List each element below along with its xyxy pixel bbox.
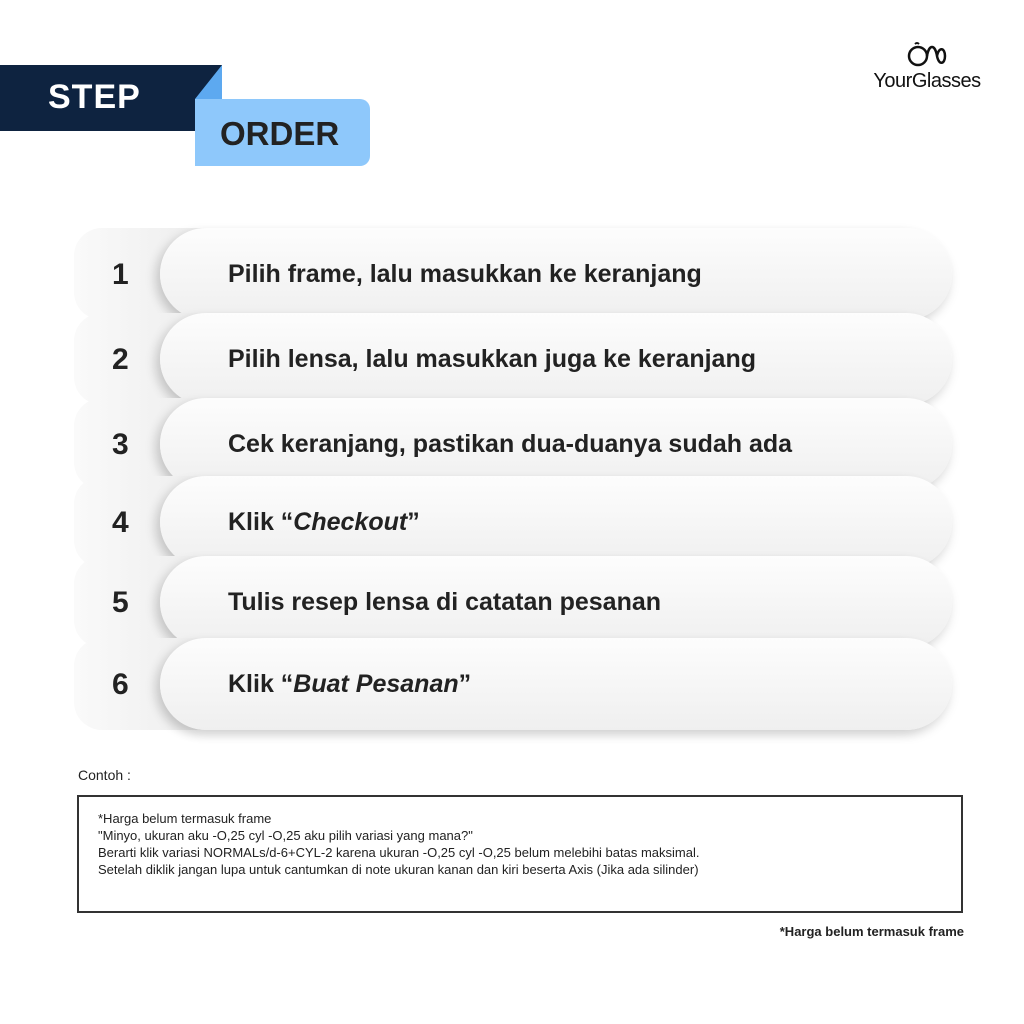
- step-row: [74, 228, 952, 320]
- step-label: [228, 588, 661, 617]
- step-row: [74, 476, 952, 568]
- step-label: [228, 260, 702, 289]
- step-text-end: ”: [407, 508, 420, 536]
- brand-name: YourGlasses: [873, 70, 981, 92]
- step-text: Cek keranjang, pastikan dua-duanya sudah ada: [228, 430, 793, 458]
- step-number: 4: [112, 506, 129, 539]
- glasses-icon: [907, 40, 947, 70]
- step-label: [228, 670, 471, 699]
- brand-logo: [862, 40, 992, 93]
- step-number: 1: [112, 258, 129, 291]
- step-text: Tulis resep lensa di catatan pesanan: [228, 588, 662, 616]
- example-box: [77, 795, 963, 913]
- example-line: Setelah diklik jangan lupa untuk cantumkan di note ukuran kanan dan kiri beserta Axis (Jika ada silinder): [98, 862, 699, 877]
- step-emphasis: Checkout: [293, 508, 408, 536]
- step-row: [74, 556, 952, 648]
- step-number: 3: [112, 428, 129, 461]
- step-label: [228, 430, 792, 459]
- example-line: "Minyo, ukuran aku -O,25 cyl -O,25 aku pilih variasi yang mana?": [98, 828, 473, 843]
- step-number: 6: [112, 668, 129, 701]
- step-title: STEP: [48, 78, 141, 116]
- step-text: Pilih frame, lalu masukkan ke keranjang: [228, 260, 702, 288]
- step-emphasis: Buat Pesanan: [293, 670, 459, 698]
- step-label: [228, 345, 756, 374]
- step-number: 2: [112, 343, 129, 376]
- order-title: ORDER: [220, 115, 340, 152]
- step-label: [228, 508, 420, 537]
- step-text: Klik “: [228, 508, 294, 536]
- example-label: Contoh :: [78, 767, 131, 783]
- step-text: Klik “: [228, 670, 294, 698]
- step-text-end: ”: [458, 670, 472, 698]
- step-row: [74, 638, 952, 730]
- example-line: Berarti klik variasi NORMALs/d-6+CYL-2 karena ukuran -O,25 cyl -O,25 belum melebihi batas maksimal.: [98, 845, 700, 860]
- example-line: *Harga belum termasuk frame: [98, 811, 272, 826]
- footnote: *Harga belum termasuk frame: [779, 924, 964, 939]
- step-row: [74, 313, 952, 405]
- step-text: Pilih lensa, lalu masukkan juga ke keranjang: [228, 345, 756, 373]
- step-number: 5: [112, 586, 129, 619]
